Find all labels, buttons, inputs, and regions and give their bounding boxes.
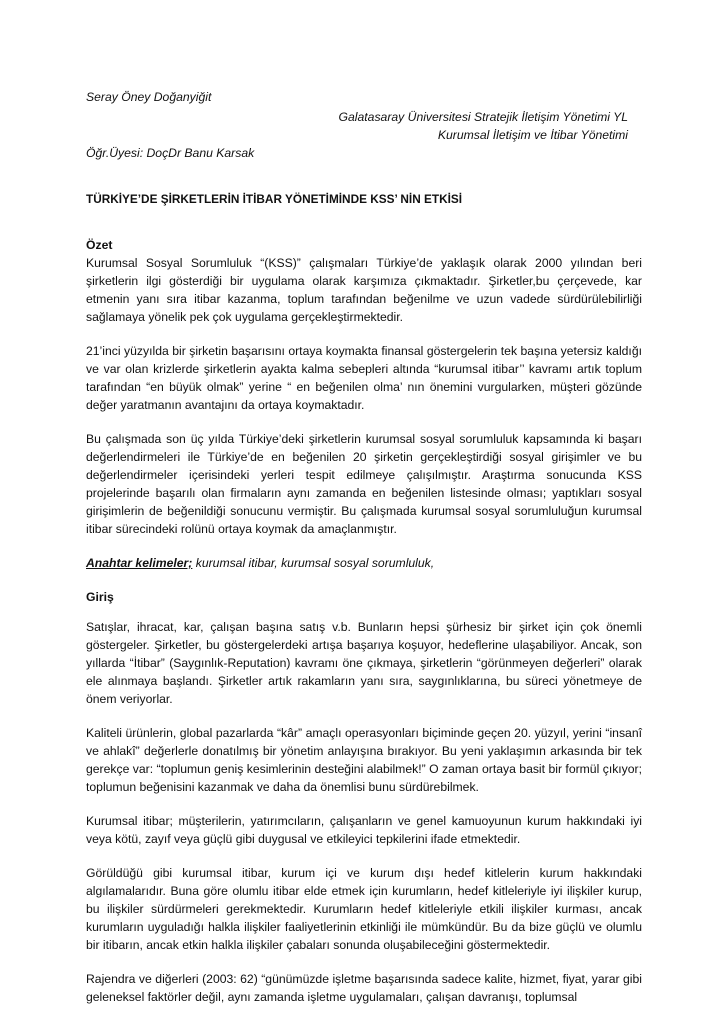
paper-title: TÜRKİYE’DE ŞİRKETLERİN İTİBAR YÖNETİMİNDE KSS’ NİN ETKİSİ	[86, 192, 463, 206]
keywords-text: kurumsal itibar, kurumsal sosyal sorumluluk,	[192, 556, 435, 570]
intro-paragraph-3: Kurumsal itibar; müşterilerin, yatırımcıların, çalışanların ve genel kamuoyunun kurum hakkındaki iyi veya kötü, zayıf veya güçlü gibi duygusal ve etkileyici tepkilerini ifade etmektedir.	[86, 814, 642, 846]
affiliation-line-2: Kurumsal İletişim ve İtibar Yönetimi	[437, 128, 628, 142]
intro-paragraph-1: Satışlar, ihracat, kar, çalışan başına satış v.b. Bunların hepsi şürhesiz bir şirket için çok önemli göstergeler. Şirketler, bu göstergelerdeki artışa başarıya koşuyor, hedeflerine ulaşabiliyor. Ancak, son yıllarda “İtibar” (Saygınlık-Reputation) kavramı öne çıkmaya, şirketlerin “görünmeyen değerleri” olarak ele alınmaya başlandı. Şirketler artık rakamların yanı sıra, saygınlıklarına, bu süreci yönetmeye de önem veriyorlar.	[86, 620, 642, 706]
intro-paragraph-4: Görüldüğü gibi kurumsal itibar, kurum içi ve kurum dışı hedef kitlelerin kurum hakkındaki algılamalarıdır. Buna göre olumlu itibar elde etmek için kurumların, hedef kitleleriyle iyi ilişkiler kurup, bu ilişkiler sürdürmeleri gerekmektedir. Kurumların hedef kitleleriyle etkili ilişkiler kurması, ancak kurumların uyguladığı halkla ilişkiler faaliyetlerinin etkinliği ile mümkündür. Bu da bize güçlü ve olumlu bir itibarın, ancak etkin halkla ilişkiler çabaları sonunda oluşabileceğini göstermektedir.	[86, 866, 642, 952]
abstract-heading: Özet	[86, 238, 113, 252]
abstract-paragraph-3: Bu çalışmada son üç yılda Türkiye’deki şirketlerin kurumsal sosyal sorumluluk kapsamında ki başarı değerlendirmeleri ile Türkiye’de en beğenilen 20 şirketin gerçekleştirdiği sosyal girişimler ve bu değerlendirmeler içerisindeki yerleri tespit edilmeye çalışılmıştır. Araştırma sonucunda KSS projelerinde başarılı olan firmaların aynı zamanda en beğenilen listesinde olması; yaptıkları sosyal girişimlerin de beğenildiği sonucunu vermiştir. Bu çalışmada kurumsal sosyal sorumluluğun kurumsal itibar sürecindeki rolünü ortaya koymak da amaçlanmıştır.	[86, 432, 642, 536]
keywords-label: Anahtar kelimeler;	[86, 556, 193, 570]
intro-heading: Giriş	[86, 590, 114, 604]
abstract-paragraph-1: Kurumsal Sosyal Sorumluluk “(KSS)” çalışmaları Türkiye’de yaklaşık olarak 2000 yılından beri şirketlerin ilgi gösterdiği bir uygulama olarak karşımıza çıkmaktadır. Şirketler,bu çerçevede, kar etmenin yanı sıra itibar kazanma, toplum tarafından beğenilme ve uzun vadede sürdürülebilirliği sağlamaya yönelik pek çok uygulama gerçekleştirmektedir.	[86, 256, 642, 324]
affiliation-line-1: Galatasaray Üniversitesi Stratejik İletişim Yönetimi YL	[338, 110, 628, 124]
intro-paragraph-5: Rajendra ve diğerleri (2003: 62) “günümüzde işletme başarısında sadece kalite, hizmet, fiyat, yarar gibi geleneksel faktörler değil, aynı zamanda işletme uygulamaları, çalışan davranışı, toplumsal	[86, 972, 642, 1004]
advisor-name: Öğr.Üyesi: DoçDr Banu Karsak	[86, 146, 255, 160]
document-body	[86, 88, 642, 1022]
intro-paragraph-2: Kaliteli ürünlerin, global pazarlarda “kâr” amaçlı operasyonları biçiminde geçen 20. yüzyıl, yerini “insanî ve ahlakî” değerlerle donatılmış bir yönetim anlayışına bırakıyor. Bu yeni yaklaşımın arkasında bir tek gerekçe var: “toplumun geniş kesimlerinin desteğini alabilmek!” O zaman ortaya basit bir formül çıkıyor; toplumun beğenisini kazanmak ve daha da önemlisi bunu sürdürebilmek.	[86, 726, 642, 794]
keywords-line	[86, 554, 642, 572]
abstract-paragraph-2: 21’inci yüzyılda bir şirketin başarısını ortaya koymakta finansal göstergelerin tek başına yetersiz kaldığı ve var olan krizlerde şirketlerin ayakta kalma sebepleri altında “kurumsal itibar’’ kavramı artık toplum tarafından “en büyük olmak” yerine “ en beğenilen olma’ nın önemini vurgularken, müşteri gözünde değer yaratmanın avantajını da ortaya koymaktadır.	[86, 344, 642, 412]
author-name: Seray Öney Doğanyiğit	[86, 90, 212, 104]
